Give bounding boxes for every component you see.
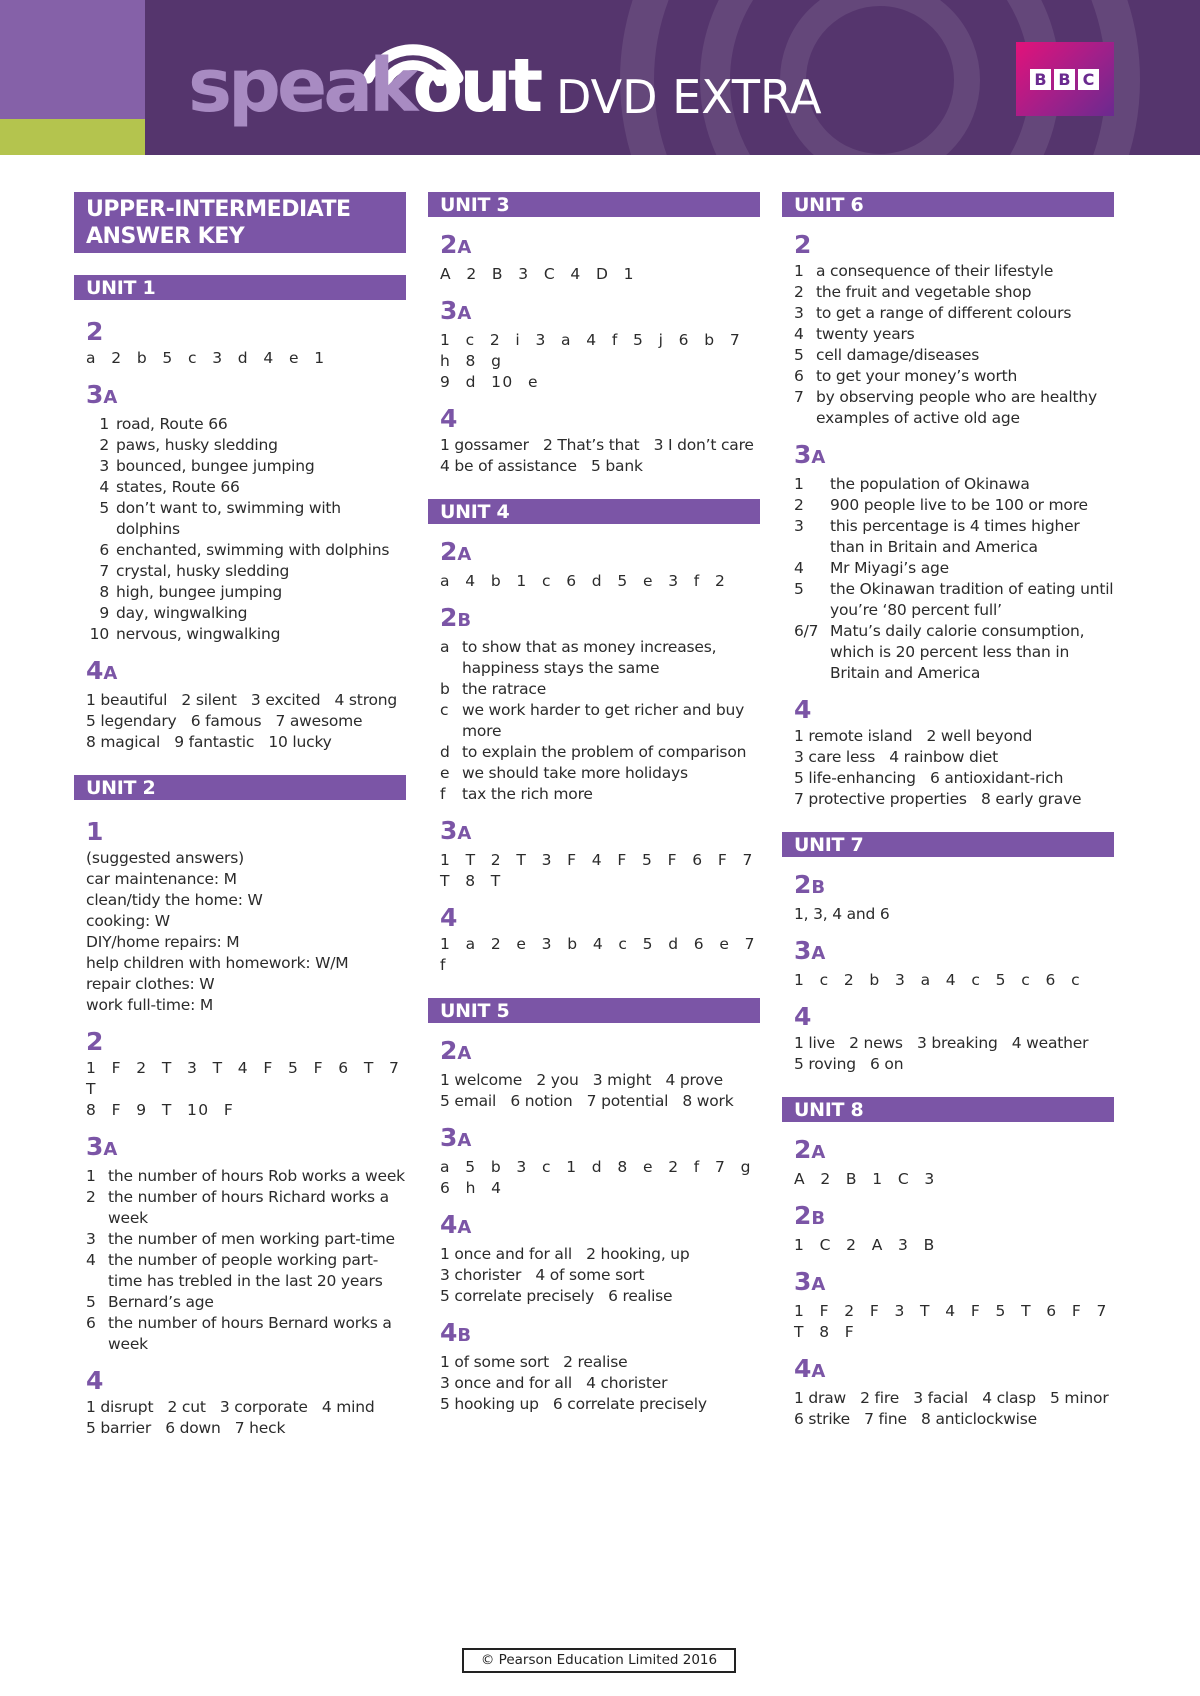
exercise-digit: 2 [86, 317, 104, 346]
item-number: 8 [99, 583, 109, 601]
exercise-number [86, 1133, 406, 1164]
exercise-number [86, 1367, 406, 1395]
item-text: don’t want to, swimming with dolphins [116, 499, 341, 538]
answer-line: 6 strike 7 fine 8 anticlockwise [794, 1410, 1037, 1428]
answer-block [440, 330, 760, 393]
answer-line: 5 hooking up 6 correlate precisely [440, 1395, 707, 1413]
item-text: the number of hours Rob works a week [108, 1167, 405, 1185]
item-number: 3 [794, 517, 804, 535]
item-number: 5 [794, 580, 804, 598]
item-text: to get a range of different colours [816, 304, 1072, 322]
exercise-letter: A [457, 237, 472, 258]
exercise-digit: 2 [440, 1036, 458, 1065]
answer-line: 1 c 2 i 3 a 4 f 5 j 6 b 7 h 8 g [440, 331, 742, 370]
item-text: the number of men working part-time [108, 1230, 395, 1248]
exercise-number [440, 817, 760, 848]
item-number: 2 [86, 1188, 96, 1206]
unit-1-header: UNIT 1 [74, 275, 406, 300]
item-number: 1 [794, 475, 804, 493]
exercise-letter: A [457, 1217, 472, 1238]
answer-line: 3 chorister 4 of some sort [440, 1266, 645, 1284]
item-text: we work harder to get richer and buy more [462, 701, 745, 740]
exercise-letter: A [811, 1361, 826, 1382]
title-line: ANSWER KEY [86, 224, 245, 249]
exercise-number [794, 1202, 1114, 1233]
item-text: the population of Okinawa [830, 475, 1030, 493]
item-text: high, bungee jumping [116, 583, 283, 601]
speakout-logo [188, 43, 540, 129]
item-text: states, Route 66 [116, 478, 240, 496]
item-number: 7 [99, 562, 109, 580]
item-letter: c [440, 701, 449, 719]
answer-list [440, 637, 760, 805]
item-number: 10 [89, 625, 109, 643]
exercise-digit: 2 [440, 230, 458, 259]
answer-line: A 2 B 3 C 4 D 1 [440, 265, 635, 283]
exercise-letter: A [103, 387, 118, 408]
answer-line: 1 F 2 T 3 T 4 F 5 F 6 T 7 T [86, 1059, 401, 1098]
answer-block [86, 1058, 406, 1121]
item-number: 6 [794, 367, 804, 385]
exercise-digit: 4 [440, 903, 458, 932]
exercise-number [794, 1268, 1114, 1299]
item-number: 9 [99, 604, 109, 622]
title-line: UPPER-INTERMEDIATE [86, 197, 351, 222]
exercise-digit: 3 [794, 1267, 812, 1296]
page-title [74, 192, 406, 253]
exercise-number [794, 1355, 1114, 1386]
exercise-digit: 4 [794, 695, 812, 724]
bbc-letter: B [1054, 69, 1075, 90]
exercise-letter: B [457, 610, 472, 631]
item-text: to explain the problem of comparison [462, 743, 747, 761]
exercise-digit: 2 [794, 870, 812, 899]
exercise-number [440, 231, 760, 262]
page-header [0, 0, 1200, 155]
answer-line: 1 of some sort 2 realise [440, 1353, 628, 1371]
answer-line: 5 roving 6 on [794, 1055, 904, 1073]
exercise-number [86, 381, 406, 412]
item-text: road, Route 66 [116, 415, 228, 433]
item-number: 2 [794, 496, 804, 514]
answer-block [86, 1397, 406, 1439]
item-letter: d [440, 743, 450, 761]
item-number: 7 [794, 388, 804, 406]
unit-4-header: UNIT 4 [428, 499, 760, 524]
exercise-digit: 2 [86, 1027, 104, 1056]
exercise-number [86, 818, 406, 846]
copyright-footer: © Pearson Education Limited 2016 [462, 1648, 736, 1673]
item-number: 6 [86, 1314, 96, 1332]
exercise-number [440, 1211, 760, 1242]
exercise-letter: B [811, 877, 826, 898]
answer-line: 1 live 2 news 3 breaking 4 weather [794, 1034, 1089, 1052]
exercise-digit: 3 [440, 816, 458, 845]
item-letter: e [440, 764, 450, 782]
exercise-number [794, 696, 1114, 724]
exercise-letter: A [103, 1139, 118, 1160]
item-number: 2 [794, 283, 804, 301]
exercise-number [440, 297, 760, 328]
answer-line: 1 draw 2 fire 3 facial 4 clasp 5 minor [794, 1389, 1109, 1407]
item-number: 2 [99, 436, 109, 454]
exercise-letter: A [811, 1274, 826, 1295]
answer-line: 1 C 2 A 3 B [794, 1236, 936, 1254]
exercise-letter: A [457, 823, 472, 844]
exercise-number [440, 904, 760, 932]
answer-line: 1 F 2 F 3 T 4 F 5 T 6 F 7 T 8 F [794, 1302, 1108, 1341]
exercise-digit: 4 [440, 1318, 458, 1347]
unit-6-header: UNIT 6 [782, 192, 1114, 217]
answer-block [440, 1070, 760, 1112]
item-text: bounced, bungee jumping [116, 457, 315, 475]
answer-line: 8 magical 9 fantastic 10 lucky [86, 733, 332, 751]
exercise-digit: 3 [440, 1123, 458, 1152]
item-number: 4 [86, 1251, 96, 1269]
item-number: 3 [86, 1230, 96, 1248]
answer-block [440, 1244, 760, 1307]
bbc-letter: C [1078, 69, 1099, 90]
answer-list [794, 261, 1114, 429]
exercise-digit: 2 [794, 1201, 812, 1230]
exercise-number [794, 441, 1114, 472]
exercise-letter: A [457, 1043, 472, 1064]
item-text: paws, husky sledding [116, 436, 278, 454]
item-number: 6 [99, 541, 109, 559]
header-lime-block [0, 119, 145, 155]
item-text: the number of hours Bernard works a week [108, 1314, 392, 1353]
exercise-number [794, 231, 1114, 259]
item-text: twenty years [816, 325, 915, 343]
exercise-digit: 3 [86, 1132, 104, 1161]
column-3 [782, 192, 1114, 1430]
item-text: to get your money’s worth [816, 367, 1018, 385]
exercise-number [440, 1124, 760, 1155]
exercise-letter: A [811, 943, 826, 964]
answer-block [440, 435, 760, 477]
item-number: 5 [86, 1293, 96, 1311]
item-number: 4 [794, 559, 804, 577]
item-text: this percentage is 4 times higher than in Britain and America [830, 517, 1080, 556]
exercise-letter: A [457, 303, 472, 324]
header-accent-block [0, 0, 145, 119]
item-number: 5 [794, 346, 804, 364]
item-text: the ratrace [462, 680, 547, 698]
answer-line: 3 once and for all 4 chorister [440, 1374, 668, 1392]
answer-line: 1 a 2 e 3 b 4 c 5 d 6 e 7 f [440, 935, 756, 974]
item-number: 5 [99, 499, 109, 517]
exercise-digit: 2 [794, 230, 812, 259]
item-text: Matu’s daily calorie consumption, which is 20 percent less than in Britain and America [830, 622, 1085, 682]
answer-line: a 2 b 5 c 3 d 4 e 1 [86, 349, 326, 367]
answer-list [794, 474, 1114, 684]
item-text: Bernard’s age [108, 1293, 214, 1311]
exercise-letter: A [811, 447, 826, 468]
exercise-digit: 3 [794, 936, 812, 965]
item-text: nervous, wingwalking [116, 625, 281, 643]
answer-block [794, 726, 1114, 810]
answer-line: 1 beautiful 2 silent 3 excited 4 strong [86, 691, 398, 709]
answer-block [440, 1352, 760, 1415]
exercise-letter: B [811, 1208, 826, 1229]
exercise-number [440, 1037, 760, 1068]
answer-line: clean/tidy the home: W [86, 891, 263, 909]
item-text: the Okinawan tradition of eating until you’re ‘80 percent full’ [830, 580, 1114, 619]
item-text: the number of hours Richard works a week [108, 1188, 389, 1227]
item-text: crystal, husky sledding [116, 562, 290, 580]
item-number: 3 [794, 304, 804, 322]
logo-speak: speak [188, 43, 413, 129]
exercise-number [86, 1028, 406, 1056]
item-text: cell damage/diseases [816, 346, 980, 364]
unit-3-header: UNIT 3 [428, 192, 760, 217]
answer-line: (suggested answers) [86, 849, 244, 867]
exercise-digit: 1 [86, 817, 104, 846]
bbc-letter: B [1030, 69, 1051, 90]
item-text: by observing people who are healthy examples of active old age [816, 388, 1097, 427]
answer-line: 1 once and for all 2 hooking, up [440, 1245, 690, 1263]
answer-line: a 5 b 3 c 1 d 8 e 2 f 7 g 6 h 4 [440, 1158, 752, 1197]
column-2 [428, 192, 760, 1415]
exercise-number [86, 657, 406, 688]
answer-line: 4 be of assistance 5 bank [440, 457, 643, 475]
exercise-number [794, 871, 1114, 902]
exercise-number [440, 538, 760, 569]
header-subtitle: DVD EXTRA [556, 70, 822, 124]
exercise-digit: 3 [794, 440, 812, 469]
logo-out: out [412, 43, 540, 129]
item-number: 6/7 [794, 622, 819, 640]
answer-block [86, 690, 406, 753]
answer-line: A 2 B 1 C 3 [794, 1170, 936, 1188]
answer-line: 1 welcome 2 you 3 might 4 prove [440, 1071, 723, 1089]
answer-line: 9 d 10 e [440, 373, 539, 391]
answer-line: 5 barrier 6 down 7 heck [86, 1419, 286, 1437]
exercise-digit: 3 [86, 380, 104, 409]
exercise-digit: 4 [794, 1354, 812, 1383]
answer-line: car maintenance: M [86, 870, 237, 888]
item-text: 900 people live to be 100 or more [830, 496, 1088, 514]
exercise-letter: B [457, 1325, 472, 1346]
answer-line: 7 protective properties 8 early grave [794, 790, 1082, 808]
item-text: to show that as money increases, happiness stays the same [462, 638, 717, 677]
exercise-digit: 2 [440, 603, 458, 632]
item-text: enchanted, swimming with dolphins [116, 541, 390, 559]
unit-2-header: UNIT 2 [74, 775, 406, 800]
exercise-digit: 2 [440, 537, 458, 566]
answer-block [794, 1388, 1114, 1430]
exercise-letter: A [457, 1130, 472, 1151]
exercise-digit: 4 [440, 404, 458, 433]
exercise-letter: A [457, 544, 472, 565]
exercise-digit: 3 [440, 296, 458, 325]
exercise-letter: A [103, 663, 118, 684]
answer-line: 3 care less 4 rainbow diet [794, 748, 998, 766]
item-number: 1 [86, 1167, 96, 1185]
answer-line: DIY/home repairs: M [86, 933, 240, 951]
answer-line: a 4 b 1 c 6 d 5 e 3 f 2 [440, 572, 727, 590]
answer-line: 5 legendary 6 famous 7 awesome [86, 712, 363, 730]
answer-line: 1 c 2 b 3 a 4 c 5 c 6 c [794, 971, 1081, 989]
answer-line: 5 email 6 notion 7 potential 8 work [440, 1092, 734, 1110]
answer-line: 1, 3, 4 and 6 [794, 905, 890, 923]
exercise-number [440, 405, 760, 433]
answer-block [86, 848, 406, 1016]
item-text: the fruit and vegetable shop [816, 283, 1032, 301]
item-number: 1 [99, 415, 109, 433]
exercise-digit: 4 [440, 1210, 458, 1239]
answer-line: 1 T 2 T 3 F 4 F 5 F 6 F 7 T 8 T [440, 851, 754, 890]
item-number: 4 [794, 325, 804, 343]
exercise-letter: A [811, 1142, 826, 1163]
answer-block [794, 1033, 1114, 1075]
exercise-number [794, 1003, 1114, 1031]
answer-line: 1 gossamer 2 That’s that 3 I don’t care [440, 436, 754, 454]
exercise-number [794, 1136, 1114, 1167]
item-number: 1 [794, 262, 804, 280]
exercise-digit: 4 [86, 656, 104, 685]
bbc-logo [1016, 42, 1114, 116]
exercise-number [794, 937, 1114, 968]
answer-line: repair clothes: W [86, 975, 215, 993]
item-letter: a [440, 638, 450, 656]
item-text: Mr Miyagi’s age [830, 559, 949, 577]
exercise-digit: 2 [794, 1135, 812, 1164]
column-1 [74, 192, 406, 1439]
unit-7-header: UNIT 7 [782, 832, 1114, 857]
answer-list [86, 414, 406, 645]
item-text: we should take more holidays [462, 764, 688, 782]
exercise-digit: 4 [794, 1002, 812, 1031]
answer-line: 5 life-enhancing 6 antioxidant-rich [794, 769, 1064, 787]
unit-5-header: UNIT 5 [428, 998, 760, 1023]
answer-line: 8 F 9 T 10 F [86, 1101, 235, 1119]
item-letter: b [440, 680, 450, 698]
item-text: day, wingwalking [116, 604, 248, 622]
answer-line: help children with homework: W/M [86, 954, 349, 972]
exercise-number [86, 318, 406, 346]
exercise-number [440, 604, 760, 635]
answer-line: work full-time: M [86, 996, 214, 1014]
answer-list [86, 1166, 406, 1355]
item-text: the number of people working part-time has trebled in the last 20 years [108, 1251, 383, 1290]
answer-line: 5 correlate precisely 6 realise [440, 1287, 673, 1305]
answer-line: 1 remote island 2 well beyond [794, 727, 1033, 745]
item-letter: f [440, 785, 446, 803]
exercise-digit: 4 [86, 1366, 104, 1395]
item-number: 4 [99, 478, 109, 496]
item-text: a consequence of their lifestyle [816, 262, 1054, 280]
answer-line: 1 disrupt 2 cut 3 corporate 4 mind [86, 1398, 375, 1416]
answer-line: cooking: W [86, 912, 170, 930]
item-number: 3 [99, 457, 109, 475]
exercise-number [440, 1319, 760, 1350]
unit-8-header: UNIT 8 [782, 1097, 1114, 1122]
item-text: tax the rich more [462, 785, 593, 803]
